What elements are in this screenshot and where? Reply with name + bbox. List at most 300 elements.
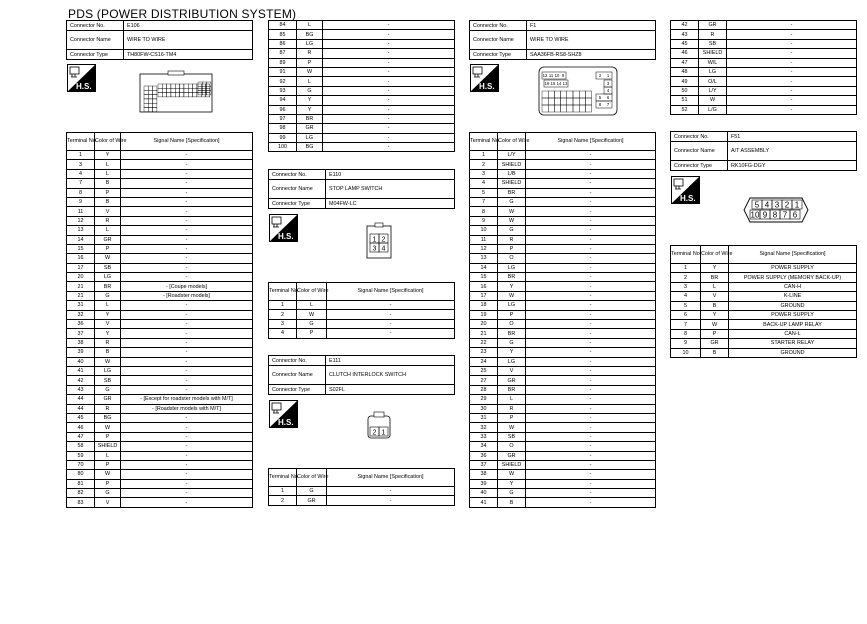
wire-color-cell: GR xyxy=(297,496,327,505)
label: Connector Type xyxy=(671,161,728,171)
wire-color-cell: SHIELD xyxy=(699,49,727,58)
wire-color-cell: R xyxy=(498,235,526,244)
table-row xyxy=(470,442,656,451)
pin-label: 8 xyxy=(598,102,602,107)
signal-name-cell: - xyxy=(526,442,656,451)
signal-name-cell: BACK-UP LAMP RELAY xyxy=(729,320,857,329)
connector-header-f1 xyxy=(469,20,656,60)
label: Connector Type xyxy=(470,50,527,60)
table-row xyxy=(67,366,253,375)
pin-label: 9 xyxy=(762,210,768,220)
table-row xyxy=(671,96,857,105)
col-color: Color of Wire xyxy=(297,283,327,301)
signal-name-cell: CAN-L xyxy=(729,329,857,338)
table-row xyxy=(470,357,656,366)
table-row xyxy=(67,207,253,216)
signal-name-cell: - xyxy=(727,105,857,114)
table-row xyxy=(67,169,253,178)
signal-name-cell: - xyxy=(526,310,656,319)
wire-color-cell: L xyxy=(95,226,121,235)
table-row xyxy=(269,39,455,48)
terminal-no-cell: 48 xyxy=(671,67,699,76)
table-row xyxy=(671,105,857,114)
table-row xyxy=(671,329,857,338)
signal-name-cell: - xyxy=(526,291,656,300)
table-row xyxy=(67,254,253,263)
terminal-no-cell: 8 xyxy=(671,329,701,338)
table-row xyxy=(269,49,455,58)
signal-name-cell: - xyxy=(121,226,253,235)
pin-label: 14 xyxy=(556,81,562,86)
pin-label: 6 xyxy=(792,210,798,220)
wire-color-cell: G xyxy=(498,338,526,347)
terminal-no-cell: 50 xyxy=(671,86,699,95)
signal-name-cell: POWER SUPPLY (MEMORY BACK-UP) xyxy=(729,273,857,282)
signal-name-cell: - xyxy=(323,86,455,95)
terminal-table-e110 xyxy=(268,282,455,339)
wire-color-cell: P xyxy=(95,479,121,488)
terminal-no-cell: 43 xyxy=(67,385,95,394)
table-row xyxy=(671,49,857,58)
table-row xyxy=(470,197,656,206)
terminal-no-cell: 96 xyxy=(269,105,297,114)
pin-label: 3 xyxy=(606,81,610,86)
wire-color-cell: R xyxy=(699,30,727,39)
wire-color-cell: BG xyxy=(95,413,121,422)
wire-color-cell: W xyxy=(498,291,526,300)
wire-color-cell: V xyxy=(498,366,526,375)
terminal-no-cell: 14 xyxy=(470,263,498,272)
signal-name-cell: - xyxy=(526,460,656,469)
table-row xyxy=(67,479,253,488)
wire-color-cell: LG xyxy=(699,67,727,76)
table-row xyxy=(671,264,857,273)
wire-color-cell: R xyxy=(498,404,526,413)
terminal-no-cell: 3 xyxy=(67,160,95,169)
signal-name-cell: - xyxy=(526,338,656,347)
table-row xyxy=(671,301,857,310)
table-row xyxy=(671,77,857,86)
terminal-no-cell: 41 xyxy=(470,498,498,507)
hs-label: H.S. xyxy=(278,418,294,427)
pin-label: 1 xyxy=(606,73,610,78)
signal-name-cell: - xyxy=(727,49,857,58)
wire-color-cell: LG xyxy=(95,273,121,282)
wire-color-cell: P xyxy=(95,432,121,441)
table-row xyxy=(470,179,656,188)
wire-color-cell: L xyxy=(297,301,327,310)
table-row xyxy=(67,282,253,291)
table-row xyxy=(470,329,656,338)
terminal-no-cell: 42 xyxy=(671,21,699,30)
signal-name-cell: - xyxy=(526,489,656,498)
table-row xyxy=(671,58,857,67)
signal-name-cell: - xyxy=(121,357,253,366)
harness-side-icon xyxy=(269,400,298,428)
terminal-no-cell: 24 xyxy=(470,357,498,366)
wire-color-cell: W xyxy=(701,320,729,329)
signal-name-cell: - xyxy=(526,479,656,488)
table-row xyxy=(470,226,656,235)
wire-color-cell: SHIELD xyxy=(498,160,526,169)
connector-type: SAA36FB-RS8-SHZ8 xyxy=(527,50,656,60)
connector-header-e110 xyxy=(268,169,455,209)
signal-name-cell: - xyxy=(526,498,656,507)
wire-color-cell: G xyxy=(297,319,327,328)
terminal-no-cell: 97 xyxy=(269,114,297,123)
terminal-no-cell: 16 xyxy=(67,254,95,263)
signal-name-cell: - xyxy=(323,21,455,30)
wire-color-cell: V xyxy=(95,207,121,216)
signal-name-cell: - xyxy=(526,385,656,394)
hs-label: H.S. xyxy=(680,194,696,203)
signal-name-cell: - xyxy=(526,395,656,404)
signal-name-cell: - xyxy=(121,235,253,244)
signal-name-cell: - xyxy=(121,385,253,394)
label: Connector Type xyxy=(269,385,326,395)
terminal-no-cell: 47 xyxy=(671,58,699,67)
terminal-no-cell: 10 xyxy=(671,348,701,357)
wire-color-cell: G xyxy=(297,86,323,95)
harness-side-icon xyxy=(671,176,700,204)
signal-name-cell: - xyxy=(526,357,656,366)
signal-name-cell: GROUND xyxy=(729,301,857,310)
signal-name-cell: - xyxy=(323,124,455,133)
connector-name: STOP LAMP SWITCH xyxy=(326,180,455,199)
wire-color-cell: P xyxy=(95,188,121,197)
terminal-no-cell: 1 xyxy=(269,301,297,310)
col-signal: Signal Name [Specification] xyxy=(729,246,857,264)
table-row xyxy=(671,39,857,48)
terminal-no-cell: 2 xyxy=(671,273,701,282)
table-row xyxy=(67,291,253,300)
col-signal: Signal Name [Specification] xyxy=(121,133,253,151)
wire-color-cell: G xyxy=(498,489,526,498)
table-row xyxy=(67,460,253,469)
terminal-no-cell: 85 xyxy=(269,30,297,39)
terminal-no-cell: 21 xyxy=(67,291,95,300)
signal-name-cell: - xyxy=(526,348,656,357)
table-row xyxy=(470,348,656,357)
table-row xyxy=(269,67,455,76)
wire-color-cell: O xyxy=(498,442,526,451)
col-terminal-no: Terminal No. xyxy=(671,246,701,264)
wire-color-cell: P xyxy=(297,329,327,338)
signal-name-cell: - xyxy=(121,451,253,460)
table-row xyxy=(470,404,656,413)
connector-name: WIRE TO WIRE xyxy=(124,31,253,50)
terminal-no-cell: 10 xyxy=(470,226,498,235)
signal-name-cell: - xyxy=(121,310,253,319)
wire-color-cell: W xyxy=(498,423,526,432)
wire-color-cell: W xyxy=(95,254,121,263)
signal-name-cell: - xyxy=(323,105,455,114)
pin-label: 5 xyxy=(598,95,602,100)
table-row xyxy=(67,329,253,338)
terminal-no-cell: 13 xyxy=(470,254,498,263)
signal-name-cell: - xyxy=(327,319,455,328)
table-row xyxy=(470,273,656,282)
hs-label: H.S. xyxy=(479,82,495,91)
wire-color-cell: Y xyxy=(701,310,729,319)
terminal-no-cell: 43 xyxy=(671,30,699,39)
terminal-no-cell: 52 xyxy=(671,105,699,114)
wire-color-cell: R xyxy=(95,404,121,413)
label: Connector Name xyxy=(470,31,527,50)
terminal-no-cell: 8 xyxy=(67,188,95,197)
terminal-no-cell: 18 xyxy=(470,301,498,310)
table-row xyxy=(671,292,857,301)
terminal-no-cell: 4 xyxy=(269,329,297,338)
col-signal: Signal Name [Specification] xyxy=(526,133,656,151)
signal-name-cell: - xyxy=(526,235,656,244)
connector-no: E111 xyxy=(326,356,455,366)
signal-name-cell: - xyxy=(727,39,857,48)
wire-color-cell: Y xyxy=(297,96,323,105)
wire-color-cell: SHIELD xyxy=(498,460,526,469)
terminal-no-cell: 47 xyxy=(67,432,95,441)
terminal-no-cell: 80 xyxy=(67,470,95,479)
pin-label: 3 xyxy=(774,200,780,210)
signal-name-cell: - xyxy=(121,366,253,375)
table-row xyxy=(269,114,455,123)
signal-name-cell: - xyxy=(121,498,253,507)
table-row xyxy=(470,395,656,404)
table-row xyxy=(269,487,455,496)
table-row xyxy=(67,413,253,422)
hs-label: H.S. xyxy=(76,82,92,91)
signal-name-cell: POWER SUPPLY xyxy=(729,310,857,319)
terminal-no-cell: 39 xyxy=(470,479,498,488)
signal-name-cell: - xyxy=(121,320,253,329)
wire-color-cell: LG xyxy=(498,263,526,272)
table-row xyxy=(67,451,253,460)
pin-label: 2 xyxy=(598,73,602,78)
signal-name-cell: - xyxy=(526,169,656,178)
pin-label: 13 xyxy=(562,81,568,86)
signal-name-cell: - xyxy=(121,442,253,451)
wire-color-cell: BR xyxy=(498,188,526,197)
signal-name-cell: - xyxy=(327,329,455,338)
pin-label: 15 xyxy=(550,81,556,86)
label: Connector Name xyxy=(671,142,728,161)
wire-color-cell: SHIELD xyxy=(95,442,121,451)
pin-label: 7 xyxy=(606,102,610,107)
terminal-no-cell: 93 xyxy=(269,86,297,95)
terminal-no-cell: 3 xyxy=(671,282,701,291)
label: Connector Type xyxy=(269,199,326,209)
table-row xyxy=(671,273,857,282)
signal-name-cell: - xyxy=(526,329,656,338)
signal-name-cell: - xyxy=(727,58,857,67)
signal-name-cell: - xyxy=(121,432,253,441)
terminal-no-cell: 7 xyxy=(67,179,95,188)
table-row xyxy=(67,235,253,244)
wire-color-cell: W xyxy=(95,357,121,366)
terminal-no-cell: 32 xyxy=(470,423,498,432)
wire-color-cell: R xyxy=(297,49,323,58)
wire-color-cell: Y xyxy=(297,105,323,114)
signal-name-cell: - xyxy=(121,179,253,188)
table-row xyxy=(470,413,656,422)
table-row xyxy=(269,319,455,328)
signal-name-cell: POWER SUPPLY xyxy=(729,264,857,273)
label: Connector Name xyxy=(269,366,326,385)
pin-label: 7 xyxy=(782,210,788,220)
terminal-no-cell: 6 xyxy=(671,310,701,319)
table-row xyxy=(671,86,857,95)
pin-label: 5 xyxy=(754,200,760,210)
connector-no: E106 xyxy=(124,21,253,31)
terminal-no-cell: 45 xyxy=(671,39,699,48)
table-row xyxy=(269,310,455,319)
table-row xyxy=(671,310,857,319)
signal-name-cell: - xyxy=(727,96,857,105)
terminal-no-cell: 44 xyxy=(67,395,95,404)
wire-color-cell: O xyxy=(498,254,526,263)
terminal-no-cell: 82 xyxy=(67,489,95,498)
table-row xyxy=(470,470,656,479)
terminal-no-cell: 49 xyxy=(671,77,699,86)
signal-name-cell: - xyxy=(121,338,253,347)
wire-color-cell: G xyxy=(95,291,121,300)
terminal-no-cell: 15 xyxy=(470,273,498,282)
table-row xyxy=(67,151,253,160)
signal-name-cell: - xyxy=(121,273,253,282)
col-color: Color of Wire xyxy=(498,133,526,151)
terminal-no-cell: 12 xyxy=(470,244,498,253)
wire-color-cell: W/L xyxy=(699,58,727,67)
terminal-no-cell: 44 xyxy=(67,404,95,413)
connector-type: S02FL xyxy=(326,385,455,395)
wire-color-cell: GR xyxy=(297,124,323,133)
terminal-no-cell: 27 xyxy=(470,376,498,385)
wire-color-cell: W xyxy=(297,310,327,319)
signal-name-cell: - xyxy=(121,301,253,310)
col-color: Color of Wire xyxy=(701,246,729,264)
terminal-no-cell: 42 xyxy=(67,376,95,385)
label: Connector No. xyxy=(671,132,728,142)
pin-label: 1 xyxy=(372,236,377,244)
table-row xyxy=(67,376,253,385)
table-row xyxy=(269,30,455,39)
terminal-no-cell: 98 xyxy=(269,124,297,133)
page-title: PDS (POWER DISTRIBUTION SYSTEM) xyxy=(68,7,297,21)
connector-no: E110 xyxy=(326,170,455,180)
pin-label: 10 xyxy=(750,210,760,220)
signal-name-cell: - xyxy=(121,254,253,263)
terminal-no-cell: 40 xyxy=(67,357,95,366)
terminal-no-cell: 3 xyxy=(269,319,297,328)
terminal-no-cell: 86 xyxy=(269,39,297,48)
signal-name-cell: - xyxy=(526,197,656,206)
terminal-no-cell: 33 xyxy=(470,432,498,441)
wire-color-cell: B xyxy=(95,348,121,357)
signal-name-cell: - xyxy=(526,151,656,160)
signal-name-cell: - xyxy=(323,77,455,86)
wire-color-cell: G xyxy=(498,197,526,206)
signal-name-cell: GROUND xyxy=(729,348,857,357)
wire-color-cell: GR xyxy=(498,451,526,460)
terminal-no-cell: 12 xyxy=(67,216,95,225)
wire-color-cell: L/Y xyxy=(699,86,727,95)
terminal-no-cell: 20 xyxy=(470,320,498,329)
label: Connector No. xyxy=(67,21,124,31)
wire-color-cell: G xyxy=(95,489,121,498)
terminal-no-cell: 91 xyxy=(269,67,297,76)
col-signal: Signal Name [Specification] xyxy=(327,469,455,487)
table-row xyxy=(470,151,656,160)
pin-label: 3 xyxy=(372,245,377,253)
terminal-no-cell: 45 xyxy=(67,413,95,422)
terminal-no-cell: 46 xyxy=(67,423,95,432)
terminal-no-cell: 23 xyxy=(470,348,498,357)
pin-label: 2 xyxy=(372,429,377,437)
table-row xyxy=(67,160,253,169)
signal-name-cell: - xyxy=(121,470,253,479)
connector-type: M04FW-LC xyxy=(326,199,455,209)
table-row xyxy=(67,432,253,441)
wire-color-cell: P xyxy=(297,58,323,67)
wire-color-cell: W xyxy=(95,423,121,432)
signal-name-cell: - xyxy=(323,143,455,152)
signal-name-cell: - xyxy=(526,413,656,422)
pin-label: 16 xyxy=(544,81,550,86)
table-row xyxy=(671,348,857,357)
table-row xyxy=(269,133,455,142)
wire-color-cell: P xyxy=(498,413,526,422)
signal-name-cell: - xyxy=(526,301,656,310)
terminal-no-cell: 46 xyxy=(671,49,699,58)
pin-label: 1 xyxy=(794,200,800,210)
signal-name-cell: - xyxy=(727,21,857,30)
wire-color-cell: P xyxy=(498,310,526,319)
wire-color-cell: SB xyxy=(699,39,727,48)
label: Connector No. xyxy=(470,21,527,31)
terminal-no-cell: 100 xyxy=(269,143,297,152)
wire-color-cell: G xyxy=(95,385,121,394)
signal-name-cell: - xyxy=(323,114,455,123)
terminal-no-cell: 41 xyxy=(67,366,95,375)
col-terminal-no: Terminal No. xyxy=(269,469,297,487)
wire-color-cell: BG xyxy=(297,143,323,152)
table-row xyxy=(269,86,455,95)
wire-color-cell: B xyxy=(701,348,729,357)
table-row xyxy=(67,263,253,272)
table-row xyxy=(470,216,656,225)
table-row xyxy=(67,423,253,432)
signal-name-cell: - [Roadster models with M/T] xyxy=(121,404,253,413)
table-row xyxy=(269,301,455,310)
table-row xyxy=(67,301,253,310)
connector-face-f51 xyxy=(742,196,810,224)
wire-color-cell: B xyxy=(498,498,526,507)
connector-no: F51 xyxy=(728,132,857,142)
terminal-no-cell: 7 xyxy=(470,197,498,206)
signal-name-cell: - xyxy=(526,216,656,225)
harness-side-icon xyxy=(269,214,298,242)
terminal-no-cell: 7 xyxy=(671,320,701,329)
pin-label: 11 xyxy=(548,73,554,78)
signal-name-cell: - xyxy=(526,226,656,235)
connector-header-e106 xyxy=(66,20,253,60)
wire-color-cell: L xyxy=(95,451,121,460)
table-row xyxy=(470,320,656,329)
terminal-no-cell: 22 xyxy=(470,338,498,347)
signal-name-cell: - xyxy=(121,160,253,169)
terminal-no-cell: 28 xyxy=(470,385,498,394)
signal-name-cell: - xyxy=(121,197,253,206)
